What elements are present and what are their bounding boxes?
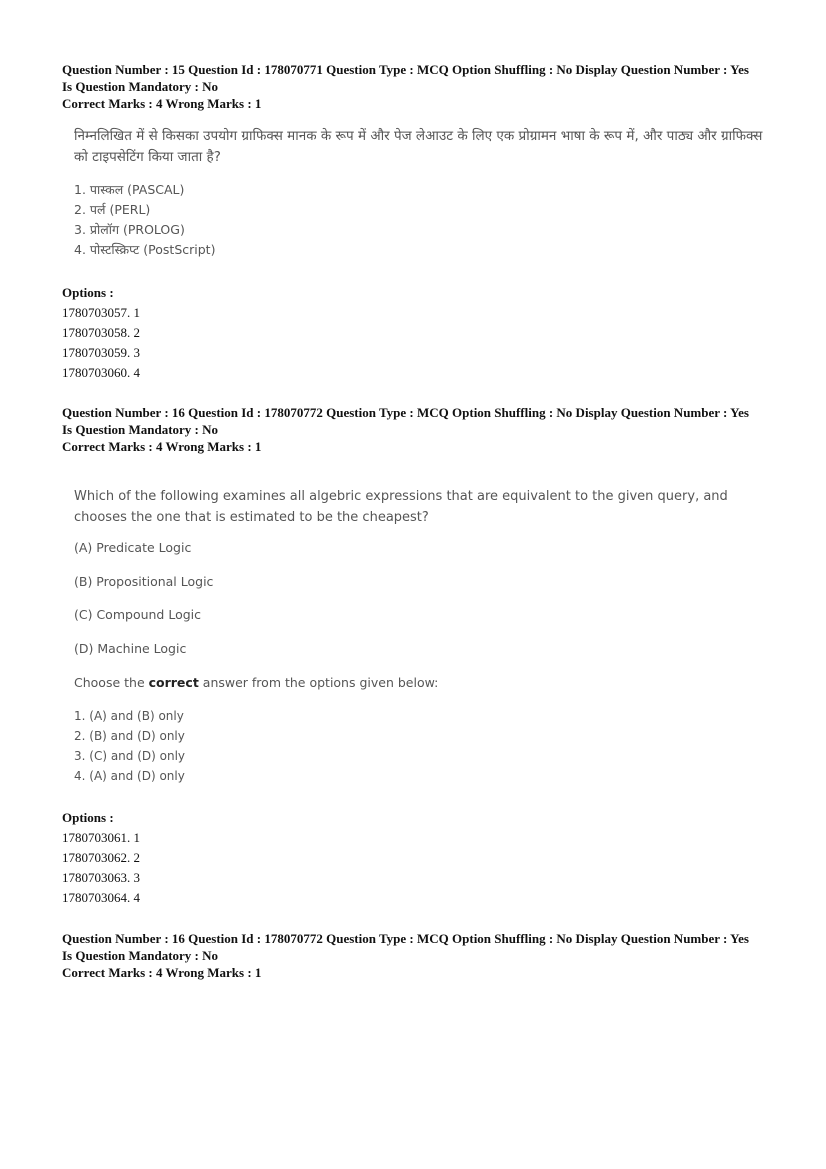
question-meta-line: Question Number : 15 Question Id : 178070771 Question Type : MCQ Option Shuffling : No Display Question Number : Yes	[62, 62, 749, 77]
choice-item: 3. (C) and (D) only	[74, 749, 186, 763]
statement-item: (B) Propositional Logic	[74, 574, 214, 589]
choice-item: 1. (A) and (B) only	[74, 709, 184, 723]
choice-item: 4. पोस्टस्क्रिप्ट (PostScript)	[74, 242, 216, 257]
statement-item: (A) Predicate Logic	[74, 540, 192, 555]
question-15-options	[62, 283, 140, 383]
option-row: 1780703058. 2	[62, 325, 140, 340]
question-15-meta	[62, 61, 782, 112]
question-marks-line: Correct Marks : 4 Wrong Marks : 1	[62, 96, 262, 111]
option-row: 1780703059. 3	[62, 345, 140, 360]
question-15-text: निम्नलिखित में से किसका उपयोग ग्राफिक्स मानक के रूप में और पेज लेआउट के लिए एक प्रोग्रामन भाषा के रूप में, और पाठ्य और ग्राफिक्स को टाइपसेटिंग किया जाता है?	[74, 128, 763, 165]
options-header: Options :	[62, 810, 114, 825]
statement-item: (D) Machine Logic	[74, 641, 187, 656]
question-marks-line: Correct Marks : 4 Wrong Marks : 1	[62, 965, 262, 980]
question-meta-line: Question Number : 16 Question Id : 178070772 Question Type : MCQ Option Shuffling : No Display Question Number : Yes	[62, 931, 749, 946]
option-row: 1780703057. 1	[62, 305, 140, 320]
choose-text-after: answer from the options given below:	[198, 675, 439, 690]
choice-item: 3. प्रोलॉग (PROLOG)	[74, 222, 185, 237]
question-mandatory-line: Is Question Mandatory : No	[62, 948, 219, 963]
option-row: 1780703064. 4	[62, 890, 140, 905]
choose-text-bold: correct	[148, 675, 199, 690]
choice-item: 1. पास्कल (PASCAL)	[74, 182, 185, 197]
options-header: Options :	[62, 285, 114, 300]
option-row: 1780703061. 1	[62, 830, 140, 845]
question-next-meta	[62, 930, 782, 981]
question-15-choices	[74, 180, 215, 260]
question-16-meta	[62, 404, 782, 455]
choose-text-before: Choose the	[74, 675, 149, 690]
question-meta-line: Question Number : 16 Question Id : 178070772 Question Type : MCQ Option Shuffling : No Display Question Number : Yes	[62, 405, 749, 420]
option-row: 1780703063. 3	[62, 870, 140, 885]
question-mandatory-line: Is Question Mandatory : No	[62, 422, 219, 437]
option-row: 1780703060. 4	[62, 365, 140, 380]
choose-instruction	[74, 675, 438, 690]
question-mandatory-line: Is Question Mandatory : No	[62, 79, 219, 94]
question-16-text: Which of the following examines all algebric expressions that are equivalent to the given query, and chooses the one that is estimated to be the cheapest?	[74, 489, 728, 525]
statement-item: (C) Compound Logic	[74, 607, 202, 622]
question-16-options	[62, 808, 140, 908]
option-row: 1780703062. 2	[62, 850, 140, 865]
choice-item: 2. (B) and (D) only	[74, 729, 185, 743]
question-16-choices	[74, 706, 185, 786]
choice-item: 2. पर्ल (PERL)	[74, 202, 151, 217]
choice-item: 4. (A) and (D) only	[74, 769, 185, 783]
question-marks-line: Correct Marks : 4 Wrong Marks : 1	[62, 439, 262, 454]
